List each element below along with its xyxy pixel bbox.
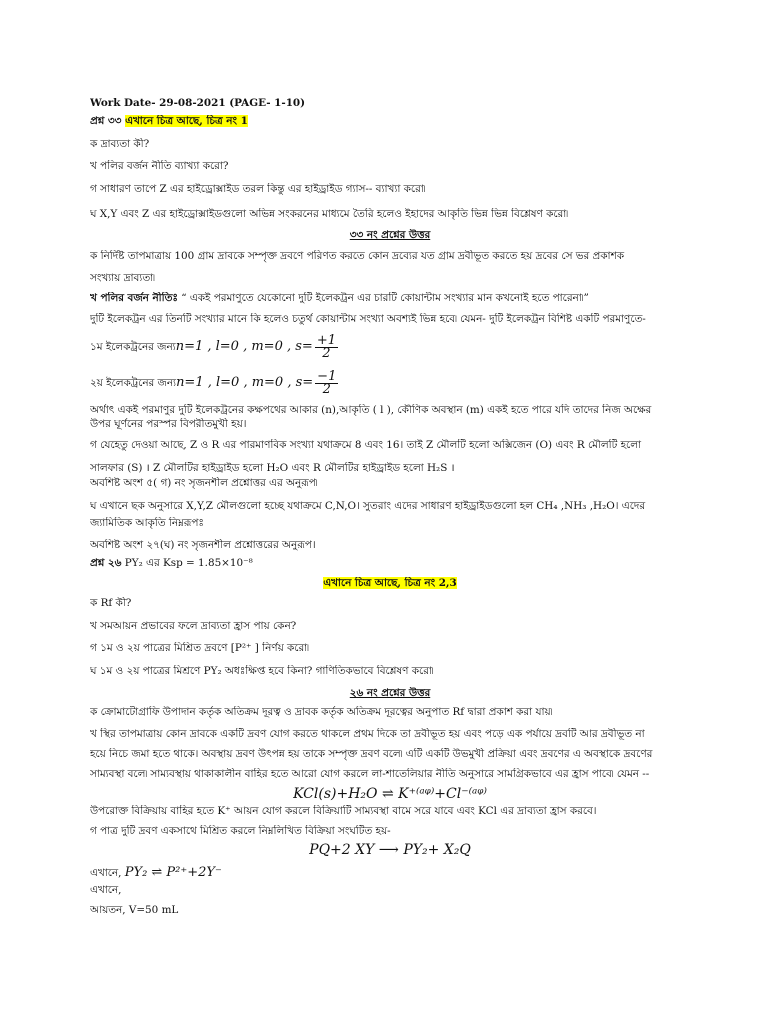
equation-kcl-dissociation: KCl(s)+H₂O ⇌ K⁺⁽ᵃᵠ⁾+Cl⁻⁽ᵃᵠ⁾ (293, 786, 487, 802)
electron-2-quantum-numbers (90, 366, 690, 400)
answer-33-ka-line2: সংখ্যায় দ্রাব্যতা৷ (90, 272, 155, 284)
answer-33-gha-line1: ঘ এখানে ছক অনুসারে X,Y,Z মৌলগুলো হচ্ছে যথাক্রমে C,N,O। সুতরাং এদের সাধারণ হাইড্রাইডগুলো হল CH₄ ,NH₃ ,H₂O। এদের (90, 500, 646, 512)
answer-33-ka-line1: ক নির্দিষ্ট তাপমাত্রায় 100 গ্রাম দ্রাবকে সম্পৃক্ত দ্রবণে পরিণত করতে কোন দ্রব্যের যত গ্রাম দ্রবীভূত করতে হয় দ্রবের সে ভর প্রকাশক (90, 250, 624, 262)
question-26-header (90, 557, 690, 570)
question-33-figure-note: এখানে চিত্র আছে, চিত্র নং 1 (125, 115, 248, 127)
ekhane-label-2: এখানে, (90, 884, 122, 896)
answer-33-ga-line3: অবশিষ্ট অংশ ৫( গ) নং সৃজনশীল প্রশ্নোত্তর এর অনুরূপ৷ (90, 477, 318, 489)
volume-value: আয়তন, V=50 mL (90, 904, 179, 916)
answer-33-gha-line3: অবশিষ্ট অংশ ২৭(ঘ) নং সৃজনশীল প্রশ্নোত্তরের অনুরূপ। (90, 539, 316, 551)
answer-26-title: ২৬ নং প্রশ্নের উত্তর (349, 687, 431, 699)
electron-1-equation: n=1 , l=0 , m=0 , s= (175, 339, 313, 354)
answer-26-kha-line2: হয়ে নিচে জমা হতে থাকে। অবস্থায় দ্রবণ উৎপন্ন হয় তাকে সম্পৃক্ত দ্রবণ বলে৷ এটি একটি উভমুখী প্রক্রিয়া এবং দ্রবণের এ অবস্থাকে দ্রবণের (90, 748, 653, 760)
pauli-principle-quote: “ একই পরমাণুতে যেকোনো দুটি ইলেকট্রন এর চারটি কোয়ান্টাম সংখ্যার মান কখনোই হতে পারেনা৷” (177, 292, 589, 304)
answer-33-ga-line2: সালফার (S) । Z মৌলটির হাইড্রাইড হলো H₂O এবং R মৌলটির হাইড্রাইড হলো H₂S । (90, 462, 455, 474)
ekhane-label-1: এখানে, (90, 867, 122, 879)
answer-33-kha-line1 (90, 292, 690, 305)
answer-33-ga-line1: গ যেহেতু দেওয়া আছে, Z ও R এর পারমাণবিক সংখ্যা যথাক্রমে 8 এবং 16। তাই Z মৌলটি হলো অক্সিজেন (O) এবং R মৌলটি হলো (90, 439, 641, 451)
electron-2-spin-fraction (315, 368, 338, 397)
question-26-part-gha: ঘ ১ম ও ২য় পাত্রের মিশ্রণে PY₂ অধঃক্ষিপ্ত হবে কিনা? গাণিতিকভাবে বিশ্লেষণ করো৷ (90, 665, 434, 677)
answer-33-kha-line4: উপর ঘূর্ণনের পরস্পর বিপরীতমুখী হয়। (90, 418, 247, 430)
question-33-part-gha: ঘ X,Y এবং Z এর হাইড্রোক্সাইডগুলো অভিন্ন সংকরনের মাধ্যমে তৈরি হলেও ইহাদের আকৃতি ভিন্ন ভিন্ন বিশ্লেষণ করো৷ (90, 208, 569, 220)
question-26-part-ga: গ ১ম ও ২য় পাত্রের মিশ্রিত দ্রবণে [P²⁺ ] নির্ণয় করো৷ (90, 642, 309, 654)
equation-precipitation-reaction: PQ+2 XY ⟶ PY₂+ X₂Q (309, 842, 471, 858)
question-33-header (90, 115, 690, 128)
electron-1-quantum-numbers (90, 330, 690, 364)
question-33-part-ka: ক দ্রাব্যতা কী? (90, 138, 150, 150)
question-33-part-kha: খ পলির বর্জন নীতি ব্যাখ্যা করো? (90, 160, 229, 172)
answer-26-kha-line3: সাম্যবস্থা বলে৷ সাম্যবস্থায় থাকাকালীন বাহির হতে আরো যোগ করলে লা-শাতেলিয়ার নীতি অনুসারে সামগ্রিকভাবে এর হ্রাস পাবে৷ যেমন -- (90, 768, 650, 780)
work-date-heading: Work Date- 29-08-2021 (PAGE- 1-10) (90, 97, 306, 109)
question-33-label: প্রশ্ন ৩৩ (90, 115, 122, 127)
question-26-given: PY₂ এর Ksp = 1.85×10⁻⁸ (121, 557, 253, 569)
electron-1-spin-denominator: 2 (322, 345, 331, 361)
electron-1-label: ১ম ইলেকট্রনের জন্য (90, 341, 176, 353)
question-26-label: প্রশ্ন ২৬ (90, 557, 122, 569)
answer-33-kha-line3: অর্থাৎ একই পরমাণুর দুটি ইলেকট্রনের কক্ষপথের আকার (n),আকৃতি ( l ), কৌণিক অবস্থান (m) একই হতে পারে যদি তাদের নিজ অক্ষের (90, 404, 652, 416)
electron-1-spin-numerator: +1 (316, 332, 336, 348)
electron-2-equation: n=1 , l=0 , m=0 , s= (176, 375, 314, 390)
question-26-figure-note: এখানে চিত্র আছে, চিত্র নং 2,3 (323, 577, 457, 589)
answer-26-kha-line1: খ স্থির তাপমাত্রায় কোন দ্রাবকে একটি দ্রবণ যোগ করতে থাকলে প্রথম দিকে তা দ্রবীভূত হয় এবং পড়ে এক পর্যায়ে দ্রবটি আর দ্রবীভূত না (90, 728, 645, 740)
answer-33-kha-line2: দুটি ইলেকট্রন এর তিনটি সংখ্যার মানে কি হলেও চতুর্থ কোয়ান্টাম সংখ্যা অবশ্যই ভিন্ন হবে৷ যেমন- দুটি ইলেকট্রন বিশিষ্ট একটি পরমাণুতে- (90, 313, 646, 325)
answer-33-title: ৩৩ নং প্রশ্নের উত্তর (349, 229, 431, 241)
electron-2-label: ২য় ইলেকট্রনের জন্য (90, 377, 177, 389)
answer-33-gha-line2: জ্যামিতিক আকৃতি নিম্নরূপঃ (90, 517, 204, 529)
answer-26-ekhane-row (90, 864, 690, 882)
question-26-part-ka: ক Rf কী? (90, 597, 132, 609)
question-26-part-kha: খ সমআয়ন প্রভাবের ফলে দ্রাব্যতা হ্রাস পায় কেন? (90, 620, 297, 632)
answer-26-ga-line1: গ পাত্র দুটি দ্রবণ একসাথে মিশ্রিত করলে নিম্নলিখিত বিক্রিয়া সংঘটিত হয়- (90, 825, 391, 837)
pauli-principle-label: খ পলির বর্জন নীতিঃ (90, 292, 178, 304)
question-26-figure-note-row (90, 577, 690, 590)
equation-py2-dissociation: PY₂ ⇌ P²⁺+2Y⁻ (124, 865, 222, 880)
electron-2-spin-denominator: 2 (322, 381, 331, 397)
electron-2-spin-numerator: −1 (317, 368, 337, 384)
question-33-part-ga: গ সাধারণ তাপে Z এর হাইড্রোক্সাইড তরল কিন্তু এর হাইড্রাইড গ্যাস-- ব্যাখ্যা করো৷ (90, 183, 426, 195)
answer-26-ka: ক ক্রোমাটোগ্রাফি উপাদান কর্তৃক অতিক্রম দূরত্ব ও দ্রাবক কর্তৃক অতিক্রম দূরত্বের অনুপাত Rf দ্বারা প্রকাশ করা যায়৷ (90, 706, 553, 718)
electron-1-spin-fraction (315, 332, 338, 361)
answer-26-kha-line4: উপরোক্ত বিক্রিয়ায় বাহির হতে K⁺ আয়ন যোগ করলে বিক্রিয়াটি সাম্যবস্থা বামে সরে যাবে এবং KCl এর দ্রাব্যতা হ্রাস করবে। (90, 805, 597, 817)
